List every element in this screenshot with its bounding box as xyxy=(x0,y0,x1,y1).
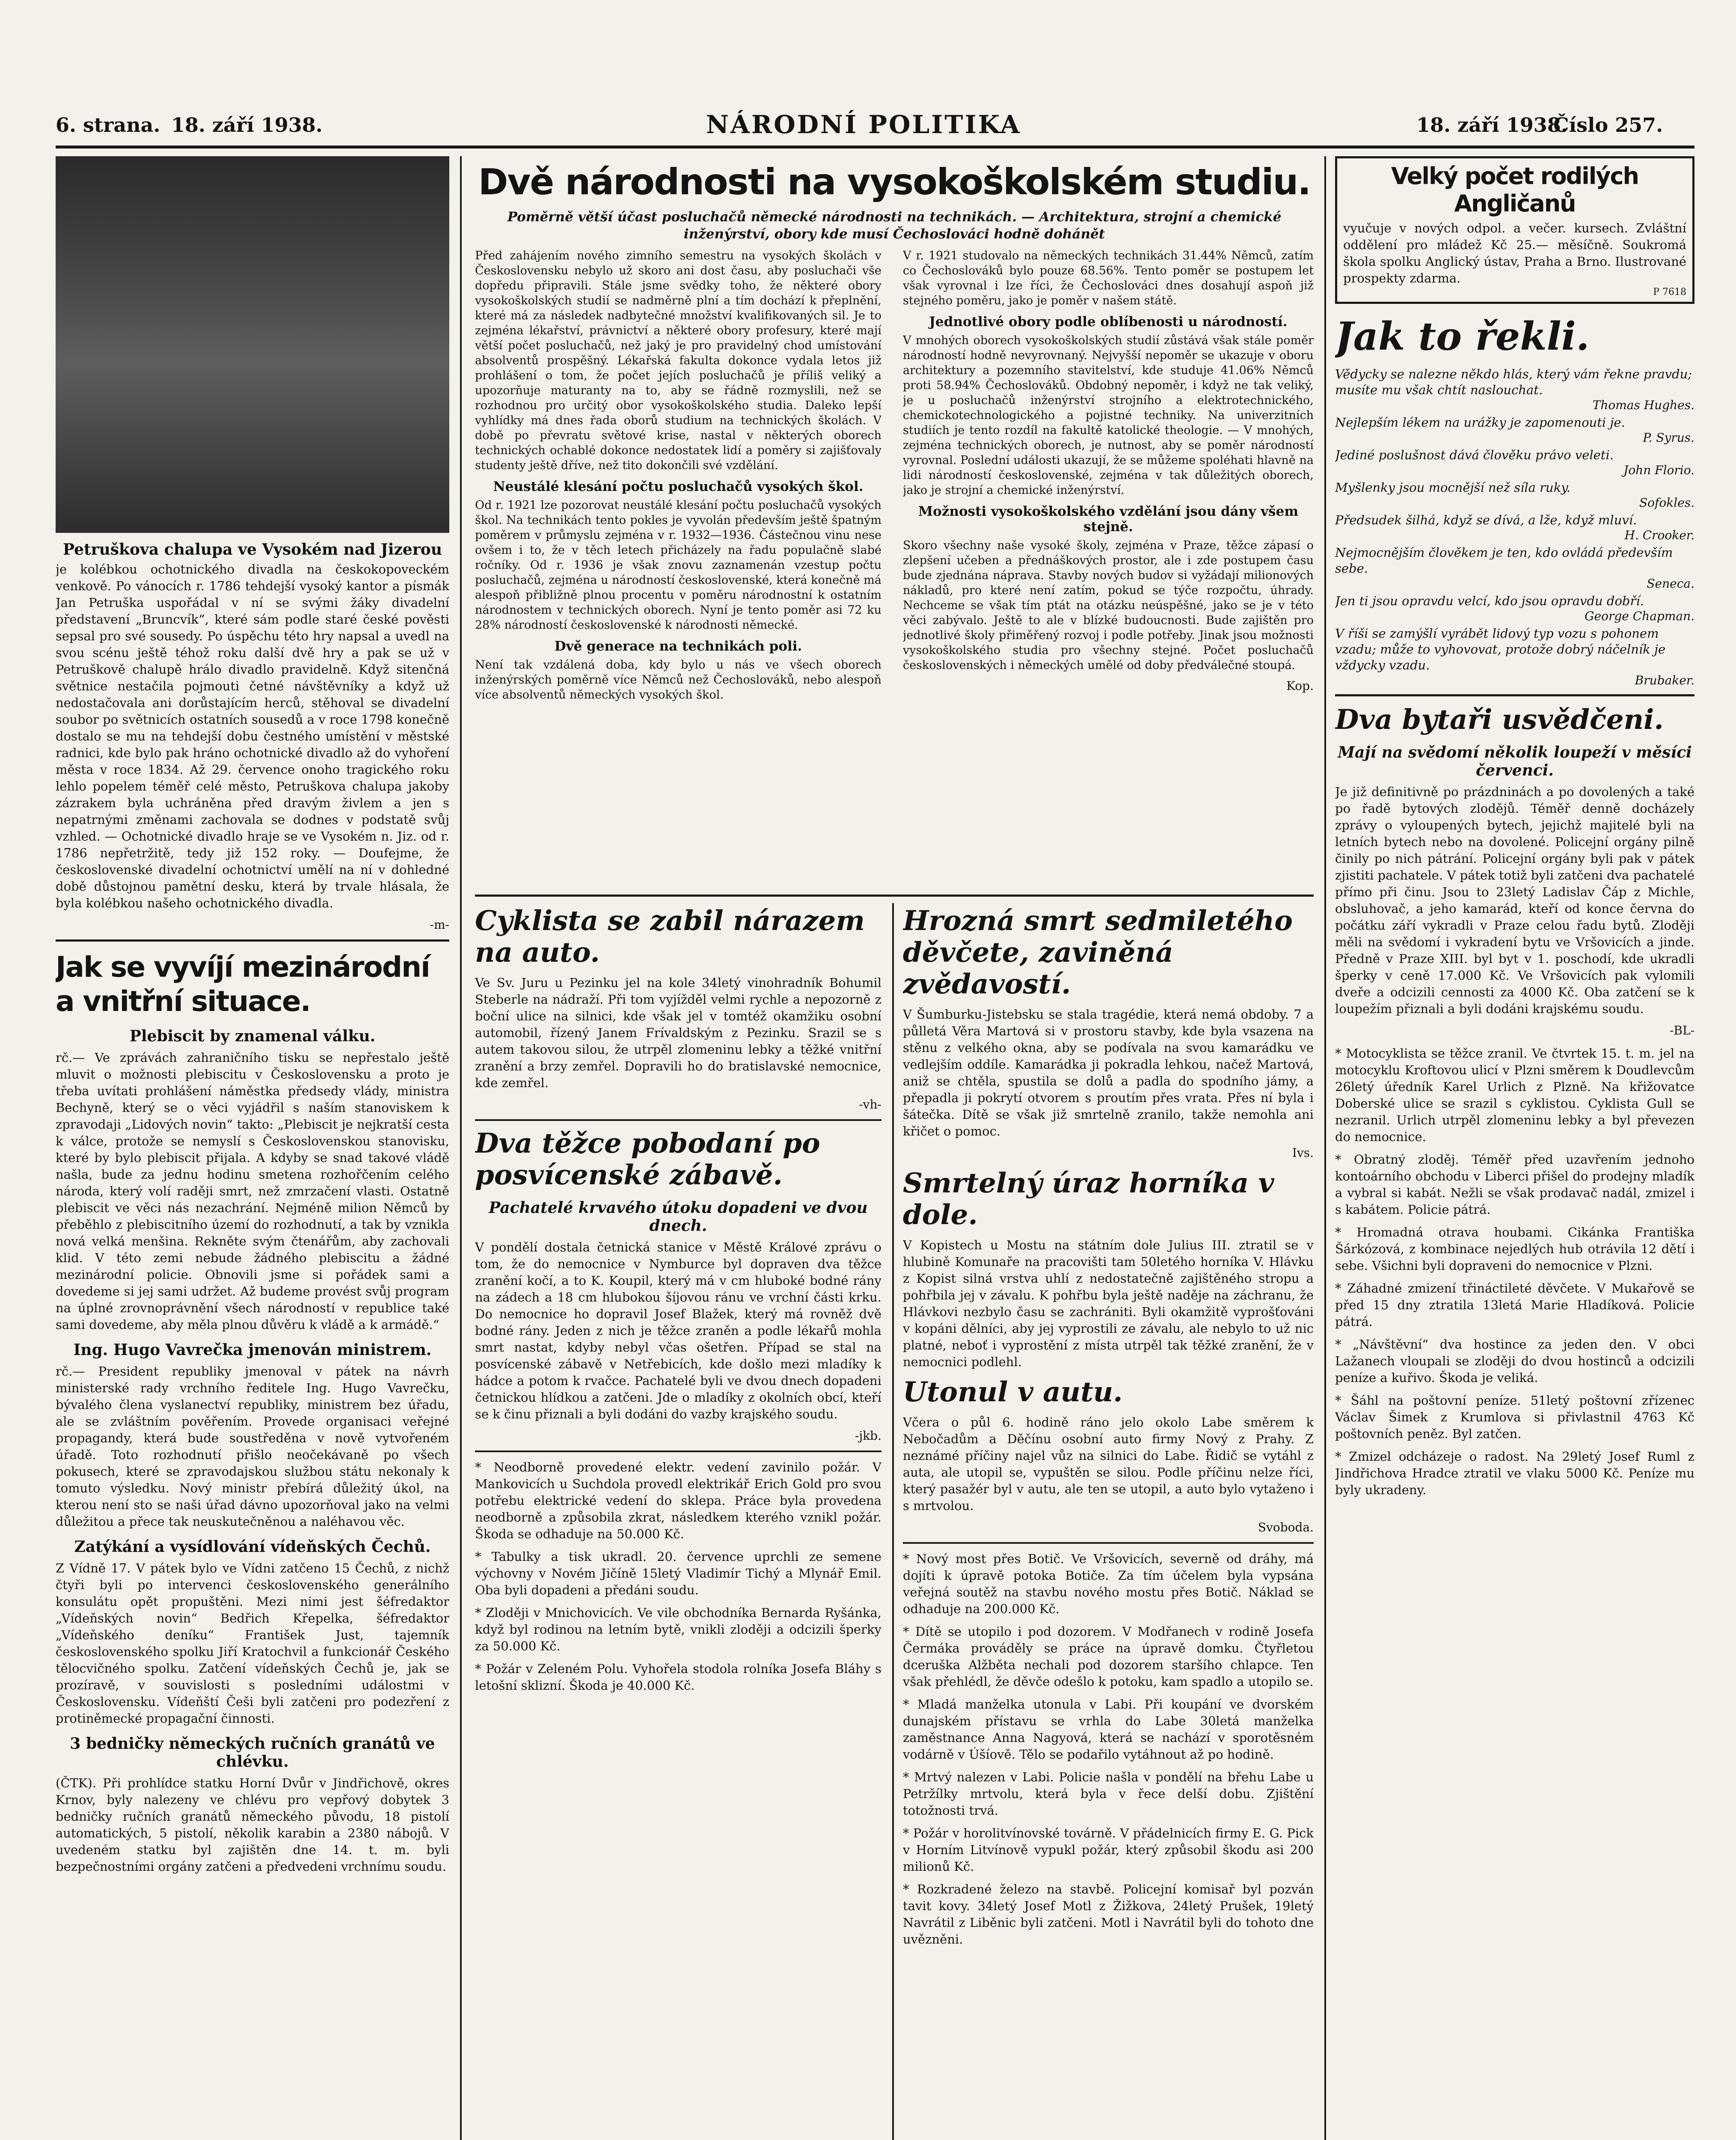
left-article-sub4: 3 bedničky německých ručních granátů ve chlévku. xyxy=(70,1735,435,1771)
newspaper-title: NÁRODNÍ POLITIKA xyxy=(706,110,1021,139)
quote-author: Brubaker. xyxy=(1635,673,1694,687)
cyclist-sign: -vh- xyxy=(859,1097,881,1112)
short-note: * Mladá manželka utonula v Labi. Při koupání ve dvorském dunajském přístavu se vrhla do Labe 30letá manželka zaměstnance Anna Nagyová, která se nachází v sporotěsném vodárně v Úšíově. Tělo se podařilo vytáhnout až po hodině. xyxy=(903,1697,1314,1762)
short-note: * Obratný zloděj. Téměř před uzavřením jednoho kontoárního obchodu v Liberci přišel do prodejny mladík a vybral si kabát. Nežli se však prodavač nadál, zmizel i s kabátem. Policie pátrá. xyxy=(1335,1152,1694,1217)
quote-author: P. Syrus. xyxy=(1643,431,1694,445)
burglars-text: Je již definitivně po prázdninách a po dovolených a také po řadě bytových zlodějů. Téměř denně docházely zprávy o vyloupených bytech, jejichž majitelé byli na letních bytech nebo na dovolené. Policejní orgány pilně činily po nich pátrání. Policejní orgány byli pak v pátek zjistiti pachatele. V pátek totiž byli zatčeni dva pachatelé přímo při činu. Jsou to 23letý Ladislav Čáp z Michle, obsluhovač, a jeho kamarád, kteří od konce června do počátku září vykradli v Praze celou řadu bytů. Zloději měli na svědomí i vykradení bytu ve Vršovicích a jinde. Předně v Praze XIII. byl byt v 1. poschodí, kde ukradli šperky v ceně 17.000 Kč. Ve Vršovicích pak vylomili dveře a odcizili cennosti za 4000 Kč. Oba zatčení se k loupežím přiznali a byli dodáni krajskému soudu. xyxy=(1335,785,1694,1016)
quote-text: Nejlepším lékem na urážky je zapomenouti je. xyxy=(1335,415,1625,430)
short-note: * „Návštěvní“ dva hostince za jeden den. V obci Lažanech vloupali se zloději do dvou hostinců a odcizili peníze a kuřivo. Škoda je veliká. xyxy=(1335,1337,1694,1385)
main-article-sub4: Možnosti vysokoškolského vzdělání jsou dány všem stejně. xyxy=(918,504,1299,535)
drowned-text: Včera o půl 6. hodině ráno jelo okolo Labe směrem k Nebočadům a Děčínu osobní auto firmy Nový z Prahy. Z neznámé příčiny najel vůz na silnici do Labe. Řidič se vytáhl z auta, ale utopil se, vypuštěn se silou. Podle příčinu nelze říci, který pasažér byl v autu, ale ten se utopil, a auto bylo vytaženo i s mrtvolou. xyxy=(903,1415,1314,1513)
main-article-sign: Kop. xyxy=(1286,679,1314,693)
burglars-subtitle: Mají na svědomí několik loupeží v měsíci červenci. xyxy=(1338,743,1692,779)
left-article-text3: Z Vídně 17. V pátek bylo ve Vídni zatčeno 15 Čechů, z nichž čtyři byli po intervenci československého generálního konsulátu opět propuštěni. Mezi nimi jest šéfredaktor „Vídeňských novin“ Bedřich Křepelka, šéfredaktor „Vídeňského deníku“ František Just, tajemník československého spolku Jiří Kratochvil a funkcionář Českého tělocvičného spolku. Zatčení vídeňských Čechů je, jak se prozíravě, v souvislosti s posledními událostmi v Československu. Vídeňští Češi byli zatčeni pro podezření z protiněmecké propagační činnosti. xyxy=(56,1561,449,1726)
stabbing-sign: -jkb. xyxy=(855,1429,881,1443)
left-article-sub1: Plebiscit by znamenal válku. xyxy=(129,1027,376,1045)
column-rule-3 xyxy=(1324,156,1326,2140)
issue-number: Číslo 257. xyxy=(1553,113,1663,137)
main-article-lead: Poměrně větší účast posluchačů německé národnosti na technikách. — Architektura, strojní a chemické inženýrství, obory kde musí Čechoslováci hodně dohánět xyxy=(507,209,1282,242)
drowned-title: Utonul v autu. xyxy=(903,1376,1123,1408)
short-note: * Tabulky a tisk ukradl. 20. července uprchli ze semene výchovny v Novém Jičíně 15letý Vladimír Tichý a Mlynář Emil. Oba byli dopadeni a předáni soudu. xyxy=(475,1549,881,1597)
middle-left-column xyxy=(475,905,881,2140)
ad-code: P 7618 xyxy=(1653,287,1686,297)
quote-author: Sofokles. xyxy=(1639,496,1694,510)
quote-author: George Chapman. xyxy=(1585,609,1694,623)
quotes-list xyxy=(1335,366,1694,687)
ad-english-courses xyxy=(1335,156,1694,304)
main-article-text1: Před zahájením nového zimního semestru na vysokých školách v Československu nebylo už skoro ani dost času, aby posluchači vše dopředu připravili. Stále jsme svědky toho, že některé obory vysokoškolských studií se nadměrně plní a tím dochází k přeplnění, které má za následek nadbytečné množství kvalifikovaných sil. Je to zejména lékařství, právnictví a některé obory profesury, které mají větší počet posluchačů, než jaký je pro pravidelný chod umístování absolventů prospěšný. Lékařská fakulta dokonce vydala letos již prohlášení o tom, že počet jejích posluchačů je příliš veliký a upozorňuje maturanty na to, aby se řádně rozmyslili, než se rozhodnou pro určitý obor vysokoškolského studia. Daleko lepší vyhlídky má dnes řada oborů studium na technických školách. V době po převratu světové krise, nastal v některých oborech technických ochablé dokonce nedostatek lidí a poměry si zajišťovaly studenty ještě dříve, než tito dokončili své vzdělání. xyxy=(475,249,881,472)
cyclist-text: Ve Sv. Juru u Pezinku jel na kole 34letý vinohradník Bohumil Steberle na nádraží. Při tom vyjížděl velmi rychle a nepozorně z boční ulice na silnici, kde však jel v tomtéž okamžiku osobní automobil, řízený Janem Frívaldským z Pezinku. Srazil se s autem takovou silou, že utrpěl zlomeninu lebky a těžké vnitřní zranění a brzy zemřel. Dopravili ho do bratislavské nemocnice, kde zemřel. xyxy=(475,975,881,1090)
ad-title: Velký počet rodilých Angličanů xyxy=(1391,163,1638,217)
left-article-sub3: Zatýkání a vysídlování vídeňských Čechů. xyxy=(74,1538,431,1556)
short-note: * Zloději v Mnichovicích. Ve vile obchodníka Bernarda Ryšánka, když byl rodinou na letním bytě, vnikli zloději a odcizili šperky za 50.000 Kč. xyxy=(475,1605,881,1653)
main-article-title: Dvě národnosti na vysokoškolském studiu. xyxy=(478,161,1311,203)
short-note: * Nový most přes Botič. Ve Vršovicích, severně od dráhy, má dojíti k úpravě potoka Botiče. Za tím účelem byla vypsána veřejná soutěž na stavbu nového mostu přes Botič. Náklad se odhaduje na 200.000 Kč. xyxy=(903,1552,1314,1616)
main-article-text1c: Není tak vzdálená doba, kdy bylo u nás ve všech oborech inženýrských poměrně více Němců než Čechoslováků, nebo alespoň více absolventů německých vysokých škol. xyxy=(475,658,881,701)
quote-text: Myšlenky jsou mocnější než síla ruky. xyxy=(1335,480,1571,495)
short-note: * Požár v horolitvínovské továrně. V přádelnicích firmy E. G. Pick v Horním Litvínově vypukl požár, který způsobil škodu asi 200 milionů Kč. xyxy=(903,1826,1314,1874)
main-article-text2c: Skoro všechny naše vysoké školy, zejména v Praze, těžce zápasí o zlepšení učeben a přednáškových prostor, ale i zde postupem času bude zjednána náprava. Stavby nových budov si vyžádají milionových nákladů, pro které není zatím, pokud se týče rozpočtu, úhrady. Nechceme se však tím ptát na otázku neúspěšné, jako se je v této věci zabývalo. Ještě to ale v blízké budoucnosti. Bude zajištěn pro jednotlivé školy přiměřený rozvoj i podle potřeby. Jinak jsou možnosti vysokoškolského studia pro všechny stejné. Počet posluchačů československých i německých umělé od doby předválečné stoupá. xyxy=(903,539,1314,672)
quotes-title: Jak to řekli. xyxy=(1335,314,1590,359)
short-note: * Požár v Zeleném Polu. Vyhořela stodola rolníka Josefa Bláhy s letošní sklizní. Škoda je 40.000 Kč. xyxy=(475,1661,881,1693)
left-article-title: Jak se vyvíjí mezinárodní a vnitřní situace. xyxy=(56,951,430,1018)
drowned-sign: Svoboda. xyxy=(1258,1520,1314,1534)
left-article-text1: rč.— Ve zprávách zahraničního tisku se nepřestalo ještě mluvit o možnosti plebiscitu v Československu a proto je třeba uvítati prohlášení náměstka předsedy vlády, ministra Bechyně, který se o věci vyjádřil s naším stanoviskem k zpravodaji „Lidových novin“ takto: „Plebiscit je nejkratší cesta k válce, protože se nemyslí s Československou stanovisku, které by bylo plebiscit přijala. A kdyby se snad takové vládě našla, bude za jednu hodinu smetena rozhořčením celého národa, který volí raději smrt, než zmrzačení vlasti. Ostatně plebiscit ve věci nás nezachrání. Nejméně milion Němců by přeběhlo z plebiscitního území do rozhodnutí, a tak by vznikla nová velká menšina. Rekněte svým čtenářům, aby zachovali klid. V této zemi nebude žádného plebiscitu a žádné mezinárodní policie. Obnovili jsme si pořádek sami a dovedeme si jej sami udržet. Až budeme provést svůj program na úplné zrovnoprávnění všech národností v republice také sami dovedeme, aby měla plnou důvěru k vládě a k armádě.“ xyxy=(56,1050,449,1332)
date-right: 18. září 1938. xyxy=(1416,113,1568,137)
divider xyxy=(56,939,449,942)
quote-text: Nejmocnějším člověkem je ten, kdo ovládá především sebe. xyxy=(1335,545,1673,576)
main-article-text2: V r. 1921 studovalo na německých technikách 31.44% Němců, zatím co Čechoslováků bylo pouze 68.56%. Tento poměr se postupem let však vyrovnal i lze říci, že Čechoslováci dnes dosahují aspoň již stejného poměru, jako je poměr v našem státě. xyxy=(903,249,1314,307)
stabbing-text: V pondělí dostala četnická stanice v Městě Králové zprávu o tom, že do nemocnice v Nymburce byl dopraven dva těžce zranění kočí, a to K. Koupil, který má v cm hluboké bodné rány na zádech a 18 cm hlubokou šíjovou ránu ve vrchní části krku. Do nemocnice ho dopravil Josef Blažek, který má rovněž dvě bodné rány. Jeden z nich je těžce zraněn a podle lékařů mohla smrt nastat, kdyby nebyl včas ošetřen. Případ se stal na posvícenské zábavě v Netřebicích, kde došlo mezi mladíky k hádce a potom k rvačce. Pachatelé byli ve dvou dnech dopadeni četnickou hlídkou a zatčeni. Jde o mladíky z okolních obcí, kteří se k činu přiznali a byli dodáni do vazby krajského soudu. xyxy=(475,1240,881,1421)
tragic-death-sign: Ivs. xyxy=(1292,1146,1314,1160)
left-article-sub2: Ing. Hugo Vavrečka jmenován ministrem. xyxy=(73,1341,432,1359)
photo-article-text: je kolébkou ochotnického divadla na českokopoveckém venkově. Po vánocích r. 1786 tehdejší vysoký kantor a písmák Jan Petruška uspořádal v ní se svými žáky divadelní představení „Bruncvík“, které sám podle staré české pověsti sepsal pro své sousedy. Po úspěchu této hry napsal a uvedl na svou scénu ještě téhož roku další dvě hry a pak se už v Petruškově chalupě hrálo divadlo pravidelně. Když sitenčná světnice nestačila pojmouti četné návštěvníky a když už nedostačovala ani dorůstajícím herců, stěhoval se divadelní soubor po světnicích ostatních sousedů a v roce 1798 konečně dostalo se mu na tehdejší dobu čestného umístění v městské radnici, kde bylo pak hráno ochotnické divadlo až do vyhoření města v roce 1834. Až 29. července onoho tragického roku lehlo popelem téměř celé město, Petruškova chalupa jakoby zázrakem byla uchráněna před dravým živlem a jen s nepatrnými změnami zachovala se dodnes v podstatě svůj vzhled. — Ochotnické divadlo hraje se ve Vysokém n. Jiz. od r. 1786 nepřetržitě, tedy již 152 roky. — Doufejme, že československé divadelní ochotnictví umělí na ní v dohledné době důstojnou pamětní desku, která by trvale hlásala, že byla kolébkou našeho ochotnického divadla. xyxy=(56,562,449,910)
stabbing-subtitle: Pachatelé krvavého útoku dopadeni ve dvou dnech. xyxy=(489,1199,868,1235)
divider xyxy=(1335,694,1694,696)
ad-text: vyučuje v nových odpol. a večer. kursech. Zvláštní oddělení pro mládež Kč 25.— měsíčně. Soukromá škola spolku Anglický ústav, Praha a Brno. Ilustrované prospekty zdarma. xyxy=(1343,221,1686,285)
page-number: 6. strana. xyxy=(56,113,160,137)
column-rule-1 xyxy=(460,156,462,2140)
stabbing-title: Dva těžce pobodaní po posvícenské zábavě. xyxy=(475,1127,820,1191)
left-article-text2: rč.— President republiky jmenoval v pátek na návrh ministerské rady vrchního ředitele Ing. Hugo Vavrečku, bývalého člena vyslanectví republiky, ministrem bez úřadu, ale se zvláštním pověřením. Provede organisaci veřejné propagandy, která bude soustředěna v nově vytvořeném úřadě. Toto rozhodnutí přišlo neočekávaně po všech pokusech, které se zpravodajskou službou státu nekonaly k tomuto výsledku. Nový ministr přebírá důležitý úkol, na kterou není sto se naši úřad dávno upozorňoval jako na velmi důležitou a přece tak neuskutečněnou a naléhavou věc. xyxy=(56,1364,449,1529)
masthead xyxy=(56,109,1682,143)
main-article xyxy=(475,160,1314,888)
short-note: * Neodborně provedené elektr. vedení zavinilo požár. V Mankovicích u Suchdola provedl elektrikář Erich Gold pro svou potřebu elektrické vedení do sklepa. Práce byla provedena neodborně a způsobila zkrat, následkem kterého vznikl požár. Škoda se odhaduje na 50.000 Kč. xyxy=(475,1460,881,1541)
quote-text: V říši se zamýšlí vyrábět lidový typ vozu s pohonem vzadu; může to vyhovovat, protože dobrý náčelník je vždycky vzadu. xyxy=(1335,626,1666,672)
short-note: * Mrtvý nalezen v Labi. Policie našla v pondělí na břehu Labe u Petržílky mrtvolu, která byla v řece delší dobu. Zjištění totožnosti trvá. xyxy=(903,1770,1314,1818)
tragic-death-text: V Šumburku-Jistebsku se stala tragédie, která nemá obdoby. 7 a půlletá Věra Martová si v prostoru stavby, kde byla vsazena na stěnu z velkého okna, aby se podívala na svou kamarádku ve vedlejším oddíle. Kamarádka ji pokradla lehkou, načež Martová, aniž se chtěla, spustila se dolů a padla do spodního jámy, a přepadla ji pokrytí otvorem s proutím přes vrata. Přes ní byla i šátečka. Dítě se však již smrtelně zranilo, takže nemohla ani křičet o pomoc. xyxy=(903,1007,1314,1138)
left-article-text4: (ČTK). Při prohlídce statku Horní Dvůr v Jindřichově, okres Krnov, byly nalezeny ve chlévu pro vepřový dobytek 3 bedničky ručních granátů německého původu, 18 pistolí automatických, 5 pistolí, několik karabin a 2380 nábojů. V uvedeném statku byl zajištěn dne 14. t. m. byli bezpečnostními orgány zatčeni a předvedeni vrchnímu soudu. xyxy=(56,1776,449,1874)
masthead-rule xyxy=(56,146,1694,149)
miner-text: V Kopistech u Mostu na státním dole Julius III. ztratil se v hlubině Komunaře na pracovišti tam 50letého horníka V. Hlávku z Kopist silná vrstva uhlí z nedostatečně zajištěného stropu a pohřbila jej v závalu. K pohřbu byla ještě naděje na záchranu, že Hlávkovi nezbylo času se zachrániti. Byli okamžitě vyprošťováni v kopáni dělníci, aby jej vyprostili ze závalu, ale nebylo to už nic platné, neboť i vyprostění z místa utrpěl tak těžké zranění, že v nemocnici podlehl. xyxy=(903,1238,1314,1369)
divider xyxy=(475,1450,881,1452)
main-article-sub1: Neustálé klesání počtu posluchačů vysokých škol. xyxy=(493,479,864,494)
left-column xyxy=(56,156,449,2140)
short-note: * Záhadné zmizení třináctileté děvčete. V Mukařově se před 15 dny ztratila 13letá Marie Hladíková. Policie pátrá. xyxy=(1335,1281,1694,1329)
main-article-sub2: Dvě generace na technikách poli. xyxy=(554,639,802,654)
burglars-sign: -BL- xyxy=(1669,1023,1694,1037)
short-note: * Motocyklista se těžce zranil. Ve čtvrtek 15. t. m. jel na motocyklu Kroftovou ulicí v Plzni směrem k Doudlevcům 26letý úředník Karel Urlich z Plzně. Na křižovatce Doberské ulice se srazil s cyklistou. Cyklista Gull se nezranil. Urlich utrpěl zlomeninu lebky a byl převezen do nemocnice. xyxy=(1335,1046,1694,1144)
quote-text: Předsudek šilhá, když se dívá, a lže, když mluví. xyxy=(1335,513,1637,527)
short-note: * Zmizel odcházeje o radost. Na 29letý Josef Ruml z Jindřichova Hradce ztratil ve vlaku 5000 Kč. Peníze mu byly ukradeny. xyxy=(1335,1449,1694,1497)
main-article-text2b: V mnohých oborech vysokoškolských studií zůstává však stále poměr národností hodně nevyrovnaný. Nejvyšší nepoměr se ukazuje v oboru architektury a pozemního stavitelství, kde studuje 41.06% Němců proti 58.94% Čechoslováků. Obdobný nepoměr, i když ne tak veliký, je u posluchačů inženýrství strojního a elektrotechnického, chemickotechnologického a pojistné techniky. Na univerzitních studiích je tento rozdíl na fakultě katolické theologie. — V mnohých, zejména technických oborech, je nutnost, aby se poměr národností vyrovnal. Poslední události ukazují, že se můžeme spoléhati hlavně na lidi národností československé, zejména v tak důležitých oborech, jako je strojní a chemické inženýrství. xyxy=(903,334,1314,497)
quote-author: H. Crooker. xyxy=(1624,528,1694,542)
short-note: * Rozkradené železo na stavbě. Policejní komisař byl pozván tavit kovy. 34letý Josef Motl z Žižkova, 24letý Prušek, 19letý Navrátil z Liběnic byli zatčeni. Motl i Navrátil byli do tohoto dne uvězněni. xyxy=(903,1882,1314,1947)
photo-article-title: Petruškova chalupa ve Vysokém nad Jizerou xyxy=(63,541,442,559)
right-column xyxy=(1335,156,1694,2140)
divider xyxy=(475,1119,881,1121)
column-rule-2 xyxy=(892,903,894,2140)
quote-author: Thomas Hughes. xyxy=(1592,398,1694,412)
main-article-col2 xyxy=(903,248,1314,888)
date-left: 18. září 1938. xyxy=(171,113,323,137)
short-note: * Hromadná otrava houbami. Cikánka Františka Šárkózová, z kombinace nejedlých hub otrávila 12 dětí i sebe. Všichni byli dopraveni do nemocnice v Plzni. xyxy=(1335,1225,1694,1273)
cyclist-title: Cyklista se zabil nárazem na auto. xyxy=(475,905,865,969)
photo-article-sign: -m- xyxy=(430,918,449,932)
main-article-bottom-rule xyxy=(475,895,1314,897)
main-article-col1 xyxy=(475,248,881,888)
divider xyxy=(903,1542,1314,1544)
burglars-title: Dva bytaři usvědčeni. xyxy=(1335,704,1664,736)
main-article-sub3: Jednotlivé obory podle oblíbenosti u národností. xyxy=(929,314,1288,330)
short-note: * Šáhl na poštovní peníze. 51letý poštovní zřízenec Václav Šimek z Krumlova si přivlastnil 4763 Kč poštovních peněz. Byl zatčen. xyxy=(1335,1393,1694,1441)
quote-text: Vědycky se nalezne někdo hlás, který vám řekne pravdu; musíte mu však chtít naslouchat. xyxy=(1335,367,1692,397)
tragic-death-title: Hrozná smrt sedmiletého děvčete, zaviněná zvědavostí. xyxy=(903,905,1293,1000)
quote-author: John Florio. xyxy=(1623,463,1694,477)
middle-right-column xyxy=(903,905,1314,2140)
quote-text: Jediné poslušnost dává člověku právo veleti. xyxy=(1335,448,1614,462)
main-article-text1b: Od r. 1921 lze pozorovat neustálé klesání počtu posluchačů vysokých škol. Na technikách tento pokles je vyvolán především ještě špatným poměrem v průmyslu zejména v r. 1932—1936. Částečnou vinu nese ovšem i to, že v těch letech přicházely na řadu populačně slabé ročníky. Od r. 1936 je však znovu zaznamenán vzestup počtu posluchačů, zejména u národností československé, která konečně má alespoň přibližně plnou procentu v poměru národnostní k ostatním národnostem v technických oborech. Nyní je tento poměr asi 72 ku 28% národností československé k národnosti německé. xyxy=(475,499,881,632)
photo-petruska-cottage xyxy=(56,156,449,533)
quote-text: Jen ti jsou opravdu velcí, kdo jsou opravdu dobří. xyxy=(1335,594,1644,608)
quote-author: Seneca. xyxy=(1647,577,1694,591)
miner-title: Smrtelný úraz horníka v dole. xyxy=(903,1167,1274,1231)
short-note: * Dítě se utopilo i pod dozorem. V Modřanech v rodině Josefa Čermáka prováděly se práce na úpravě domku. Čtyřletou dceruška Alžběta nechali pod dozorem staršího chlapce. Ten však přehlédl, že děvče odešlo k potoku, kam spadlo a utopilo se. xyxy=(903,1624,1314,1689)
